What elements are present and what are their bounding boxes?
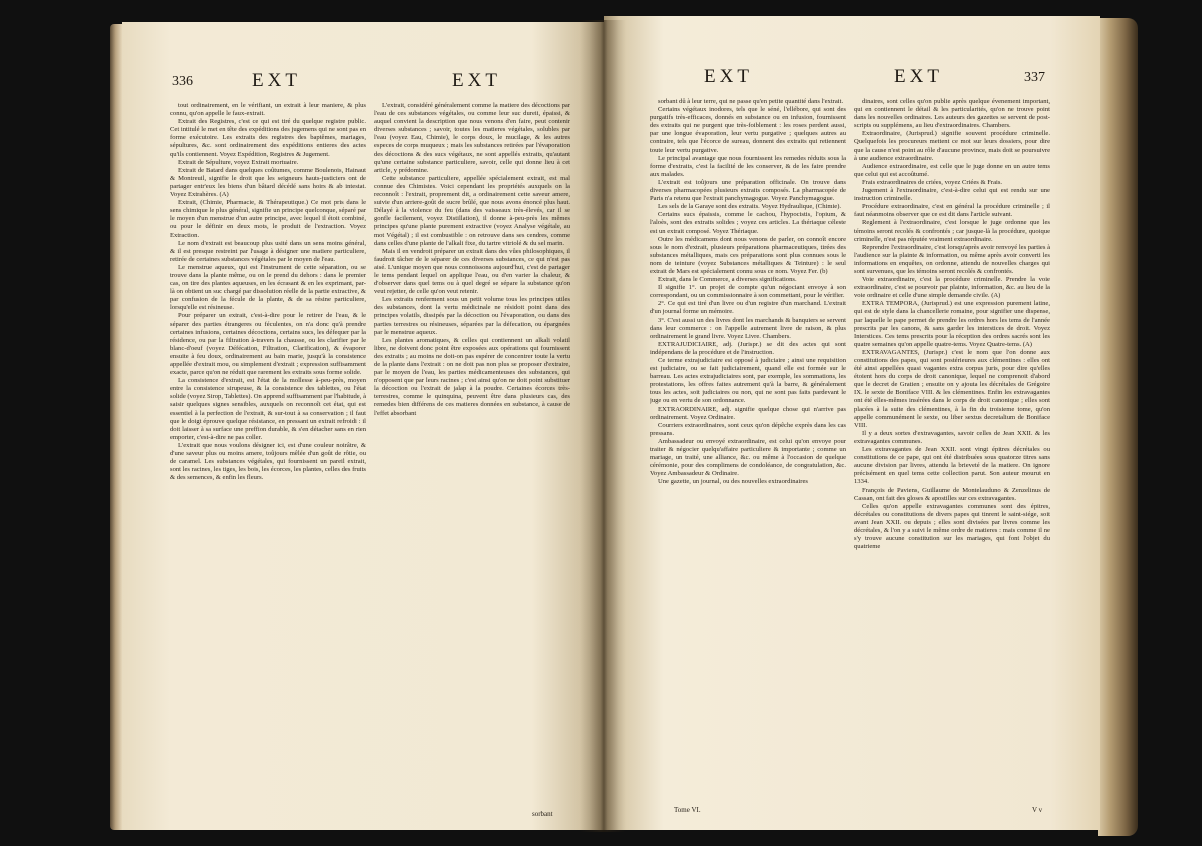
left-column-1 — [170, 102, 366, 810]
paragraph: Extrait des Registres, c'est ce qui est tiré du quelque registre public. Cet intitulé le met en tête des expéditions des jugemens qui ne sont pas en forme exécutoire. Les extraits des registres des baptêmes, mariages, sépultures, &c. sont ordinairement des expéditions entieres des actes qu'ils contiennent. Voyez Expédition, Registres & Jugement. — [170, 118, 366, 158]
left-column-2 — [374, 102, 570, 802]
paragraph: Extrait, (Chimie, Pharmacie, & Thérapeutique.) Ce mot pris dans le sens chimique le plus général, signifie un principe quelconque, séparé par le moyen d'un menstrue d'un autre principe, avec lequel il étoit combiné, ou pour le définir en deux mots, le produit de l'extraction. Voyez Extraction. — [170, 199, 366, 239]
paragraph: L'extrait est toûjours une préparation officinale. On trouve dans diverses pharmacopées plusieurs extraits composés. La pharmacopée de Paris n'a retenu que l'extrait panchymagogue. Voyez Panchymagogue. — [650, 178, 846, 203]
left-page — [122, 22, 604, 830]
paragraph: Extrait de Batard dans quelques coûtumes, comme Boulenois, Hainaut & Montreuil, signifie le droit que les seigneurs hauts-justiciers ont de partager entr'eux les biens d'un bâtard décédé sans hoirs & ab intestat. Voyez Extrahères. (A) — [170, 166, 366, 199]
paragraph: Les sels de la Garaye sont des extraits. Voyez Hydraulique, (Chimie). — [658, 203, 842, 211]
paragraph: EXTRAORDINAIRE, adj. signifie quelque chose qui n'arrive pas ordinairement. Voyez Ordinaire. — [650, 405, 846, 421]
paragraph: Audience extraordinaire, est celle que le juge donne en un autre tems que celui qui est accoûtumé. — [854, 162, 1050, 178]
paragraph: Ambassadeur ou envoyé extraordinaire, est celui qu'on envoye pour traiter & négocier quelqu'affaire particuliere & importante ; comme un mariage, un traité, une alliance, &c. ou même à l'occasion de quelque cérémonie, pour des complimens de condoléance, de congratulation, &c. Voyez Ambassadeur & Ordinaire. — [650, 437, 846, 478]
paragraph: Reprendre l'extraordinaire, c'est lorsqu'après avoir renvoyé les parties à l'audience sur la plainte & information, ou même après avoir converti les informations en enquêtes, on ordonne, attendu de nouvelles charges qui sont survenues, que les témoins seront recolés & confrontés. — [854, 243, 1050, 275]
book-edge-right — [1098, 18, 1138, 836]
paragraph: Certains végétaux inodores, tels que le séné, l'ellébore, qui sont des purgatifs très-efficaces, donnés en substance ou en infusion, fournissent des extraits qui ne purgent que très-foiblement : les roses perdent aussi, par une longue évaporation, leur vertu purgative ; quelques autres au contraire, tels que l'écorce de sureau, donnent des extraits qui retiennent toute leur vertu purgative. — [650, 106, 846, 154]
left-page-number: 336 — [172, 74, 193, 89]
paragraph: Extrait de Sépulture, voyez Extrait mortuaire. — [178, 158, 299, 166]
paragraph: Les plantes aromatiques, & celles qui contiennent un alkali volatil libre, ne doivent donc point être exposées aux opérations qui fournissent des extraits ; au moins ne doit-on pas espérer de concentrer toute la vertu de la plante dans l'extrait : on ne doit pas non plus se proposer d'extraire, par le moyen de l'eau, les parties médicamenteuses des substances, qui n'opposent que par leurs racines ; c'est ainsi qu'on ne doit point substituer la décoction ou l'extrait de jalap à la poudre. Certaines écorces très-terrestres, comme le quinquina, peuvent être dans plusieurs cas, des remedes bien différens de ces matieres données en substance, à cause de l'effet absorbant — [374, 336, 570, 417]
paragraph: tout ordinairement, en le vérifiant, un extrait à leur maniere, & plus connu, qu'on appelle le faux-extrait. — [170, 102, 366, 118]
right-column-2 — [854, 98, 1050, 800]
signature-mark: Tome VI. — [674, 806, 701, 814]
paragraph: Le menstrue aqueux, qui est l'instrument de cette séparation, ou se trouve dans la plante même, ou on le prend du dehors : dans le premier cas, on tire des plantes aqueuses, en les écrasant & en les exprimant, par-là on obtient un suc chargé par dissolution réelle de la partie extractive, & par confusion de la fécule de la plante, & de sa résine particuliere, lorsqu'elle est résineuse. — [170, 263, 366, 312]
paragraph: 3°. C'est aussi un des livres dont les marchands & banquiers se servent dans leur commerce : on l'appelle autrement livre de raison, & plus ordinairement le grand livre. Voyez Livre. Chambers. — [650, 316, 846, 340]
paragraph: EXTRA TEMPORA, (Jurisprud.) est une expression purement latine, qui est de style dans la chancellerie romaine, pour signifier une dispense, par laquelle le pape permet de prendre les ordres hors les tems de l'année prescrits par les canons, & sans garder les interstices de droit. Voyez Interstices. Ces tems prescrits pour la réception des ordres sacrés sont les quatre semaines qu'on appelle quatre-tems. Voyez Quatre-tems. (A) — [854, 300, 1050, 348]
paragraph: Pour préparer un extrait, c'est-à-dire pour le retirer de l'eau, & le séparer des parties étrangeres ou féculentes, on n'a donc qu'à prendre certaines infusions, certaines décoctions, certains sucs, les défequer par la résidence, ou par la filtration à-travers la chausse, ou les clarifier par le blanc-d'oeuf (voyez Défécation, Filtration, Clarification), & évaporer ensuite à feu doux, ordinairement au bain marie, jusqu'à la consistence appellée d'extrait mou, ou simplement d'extrait ; expression suffisamment exacte, parce qu'on ne réduit que rarement les extraits sous forme solide. — [170, 312, 366, 377]
paragraph: Le principal avantage que nous fournissent les remedes réduits sous la forme d'extraits, c'est la facilité de les conserver, & de les faire prendre aux malades. — [650, 154, 846, 178]
paragraph: L'extrait que nous voulons désigner ici, est d'une couleur noirâtre, & d'une saveur plus ou moins amere, toûjours mêlée d'un goût de rôtie, ou de caramel. Les substances végétales, qui fournissent un pareil extrait, sont les racines, les tiges, les bois, les écorces, les plantes, celles des fruits & des semences, & enfin les fleurs. — [170, 441, 366, 482]
paragraph: dinaires, sont celles qu'on publie après quelque évenement important, qui en contiennent le détail & les particularités, qu'on ne trouve point dans les nouvelles ordinaires. Les auteurs des gazettes se servent de post-scripts ou supplémens, au lieu d'extraordinaires. Chambers. — [854, 98, 1050, 130]
right-running-head-right: EXT — [894, 66, 943, 87]
paragraph: Certains sucs épaissis, comme le cachou, l'hypocistis, l'opium, & l'aloès, sont des extraits solides ; voyez ces articles. La thériaque céleste est un extrait composé. Voyez Thériaque. — [650, 211, 846, 235]
paragraph: Courriers extraordinaires, sont ceux qu'on dépêche exprès dans les cas pressans. — [650, 421, 846, 437]
left-catchword: sorbant — [532, 810, 553, 818]
paragraph: Celles qu'on appelle extravagantes communes sont des épitres, décrétales ou constitutions de divers papes qui tinrent le saint-siége, soit avant Jean XXII. ou depuis ; elles sont divisées par livres comme les décrétales, & l'on y a suivi le même ordre de matieres : mais comme il ne s'y trouve aucune constitution sur les mariages, qui font l'objet du quatrieme — [854, 502, 1050, 551]
left-running-head-left: EXT — [252, 70, 301, 91]
paragraph: Ce terme extrajudiciaire est opposé à judiciaire ; ainsi une requisition est judiciaire, ou se fait judiciairement, quand elle est formée sur le barreau. Les actes extrajudiciaires sont, par exemple, les sommations, les protestations, les offres faites autrement qu'à la barre, & généralement tous les actes, soit judiciaires ou non, qui ne sont pas faits pardevant le juge ou en vertu de son ordonnance. — [650, 357, 846, 405]
paragraph: sorbant dû à leur terre, qui ne passe qu'en petite quantité dans l'extrait. — [658, 98, 844, 105]
right-column-1 — [650, 98, 846, 798]
right-page-number: 337 — [1024, 70, 1045, 85]
paragraph: 2°. Ce qui est tiré d'un livre ou d'un registre d'un marchand. L'extrait d'un journal forme un mémoire. — [650, 300, 846, 316]
right-running-head-left: EXT — [704, 66, 753, 87]
paragraph: Il signifie 1°. un projet de compte qu'un négociant envoye à son correspondant, ou un commissionnaire à son commettant, pour le vérifier. — [650, 284, 846, 300]
paragraph: Une gazette, un journal, ou des nouvelles extraordinaires — [658, 478, 808, 486]
paragraph: Les extravagantes de Jean XXII. sont vingt épitres décrétales ou constitutions de ce pape, qui ont été distribuées sous quatorze titres sans aucune division par livres, attendu la brieveté de la matiere. On ignore précisément en quel tems cette collection parut. Son auteur mourut en 1334. — [854, 446, 1050, 486]
right-page — [604, 16, 1100, 830]
paragraph: EXTRAVAGANTES, (Jurispr.) c'est le nom que l'on donne aux constitutions des papes, qui sont postérieures aux clémentines : elles ont été ainsi appellées quasi vagantes extra corpus juris, pour dire qu'elles étoient hors du corps de droit canonique, lequel ne comprenoit d'abord que le decret de Gratien ; ensuite on y ajouta les décrétales de Grégoire IX. le sexte de Boniface VIII. & les clémentines. Enfin les extravagantes ont été elles-mêmes insérées dans le corps de droit canonique ; elles sont placées à la suite des clémentines, à la fin du troisieme tome, qu'on appelle communément le sexte, ou liber sextus decretalium de Boniface VIII. — [854, 348, 1050, 429]
paragraph: Extrait, dans le Commerce, a diverses significations. — [658, 276, 797, 284]
paragraph: L'extrait, considéré généralement comme la matiere des décoctions par l'eau de ces substances végétales, ou comme leur suc dureii, épaissi, & auquel convient la description que nous venons d'en faire, peut contenir diverses substances ; savoir, toutes les matieres végétales, solubles par l'eau (voyez Eau, Chimie), le corps doux, le mucilage, & les autres especes de corps muqueux ; mais les substances retirées par l'évaporation des décoctions & des sucs végétaux, ne sont appellés extraits, qu'autant qu'une certaine substance particuliere, savoir, celle qui donne lieu à cet article, y prédomine. — [374, 102, 570, 174]
paragraph: François de Paviens, Guillaume de Montelauduno & Zenzelinus de Cassan, ont fait des gloses & apostilles sur ces extravagantes. — [854, 486, 1050, 502]
paragraph: EXTRAJUDICIAIRE, adj. (Jurispr.) se dit des actes qui sont indépendans de la procédure et de l'instruction. — [650, 340, 846, 356]
paragraph: Outre les médicamens dont nous venons de parler, on connoît encore sous le nom d'extrait, plusieurs préparations pharmaceutiques, tirées des substances métalliques, mais ces préparations sont plus connues sous le nom de teinture (voyez Substances métalliques & Teinture) : le seul extrait de Mars est spécialement connu sous ce nom. Voyez Fer. (b) — [650, 235, 846, 275]
paragraph: Jugement à l'extraordinaire, c'est-à-dire celui qui est rendu sur une instruction criminelle. — [854, 187, 1050, 203]
left-running-head-right: EXT — [452, 70, 501, 91]
paragraph: Le nom d'extrait est beaucoup plus usité dans un sens moins général, & il est presque restreint par l'usage à désigner une matiere particuliere, retirée de certaines substances végétales par le moyen de l'eau. — [170, 239, 366, 263]
paragraph: Frais extraordinaires de criées, voyez Criées & Frais. — [862, 178, 1003, 186]
paragraph: Reglement à l'extraordinaire, c'est lorsque le juge ordonne que les témoins seront recolés & confrontés ; car jusque-là la procédure, quoique criminelle, n'est pas réputée vraiment extraordinaire. — [854, 219, 1050, 243]
paragraph: Procédure extraordinaire, c'est en général la procédure criminelle ; il faut néanmoins observer que ce est dit dans l'article suivant. — [854, 203, 1050, 219]
paragraph: Mais il en vendroit préparer un extrait dans des vûes philosophiques, il faudroit tâcher de le séparer de ces diverses substances, ce qui n'est pas aisé. L'unique moyen que nous connoissons aujourd'hui, c'est de partager le tems pendant lequel on applique l'eau, ou d'en varier la chaleur, & d'observer dans quel tems ou à quel degré se sépare la substance qu'on veut rejetter, de celle qu'on veut retenir. — [374, 247, 570, 296]
paragraph: Voie extraordinaire, c'est la procédure criminelle. Prendre la voie extraordinaire, c'est se pourvoir par plainte, information, &c. au lieu de la voie ordinaire et celle d'une simple demande civile. (A) — [854, 276, 1050, 300]
paragraph: Les extraits renferment sous un petit volume tous les principes utiles des substances, dont la vertu médicinale ne résidoit point dans des principes volatils, dissipés par la décoction ou l'évaporation, ou dans des parties terrestres ou résineuses, séparées par la défecation, ou épargnées par le menstrue aqueux. — [374, 296, 570, 336]
paragraph: Cette substance particuliere, appellée spécialement extrait, est mal connue des Chimistes. Voici cependant les propriétés auxquels on la reconnoît : l'extrait, proprement dit, a ordinairement cette saveur amere, suivie d'un arriere-goût de sucre brûlé, que nous avons énoncé plus haut. Délayé à la violence du feu (dans des vaisseaux très-élevés, car il se gonfle facilement, voyez Distillation), il donne à-peu-près les mêmes principes qu'une plante purement extractive (voyez Analyse végétale, au mot Végétal) ; il est combustible : on retrouve dans ses cendres, comme dans celles d'une plante de l'alkali fixe, du tartre vitriolé & du sel marin. — [374, 174, 570, 247]
right-catchword: V v — [1032, 806, 1043, 814]
paragraph: Il y a deux sortes d'extravagantes, savoir celles de Jean XXII. & les extravagantes communes. — [854, 429, 1050, 445]
paragraph: La consistence d'extrait, est l'état de la mollesse à-peu-près, moyen entre la consistence sirupeuse, & la consistence des tablettes, ou l'état solide (voyez Sirop, Tablettes). On apprend suffisamment par l'habitude, à saisir quelques signes sensibles, auxquels on reconnoît cet état, qui est essentiel à la perfection de l'extrait, & sur-tout à sa conservation ; il faut que le doigt éprouve quelque résistance, en pressant un extrait refroidi : il doit laisser à sa surface une preffion durable, & s'en détacher sans en rien emporter, c'est-à-dire ne pas coller. — [170, 377, 366, 441]
paragraph: Extraordinaire, (Jurisprud.) signifie souvent procédure criminelle. Quelquefois les procureurs mettent ce mot sur leurs dossiers, pour dire que la cause n'est point au rôle d'aucune province, mais doit se poursuivre à une audience extraordinaire. — [854, 130, 1050, 162]
